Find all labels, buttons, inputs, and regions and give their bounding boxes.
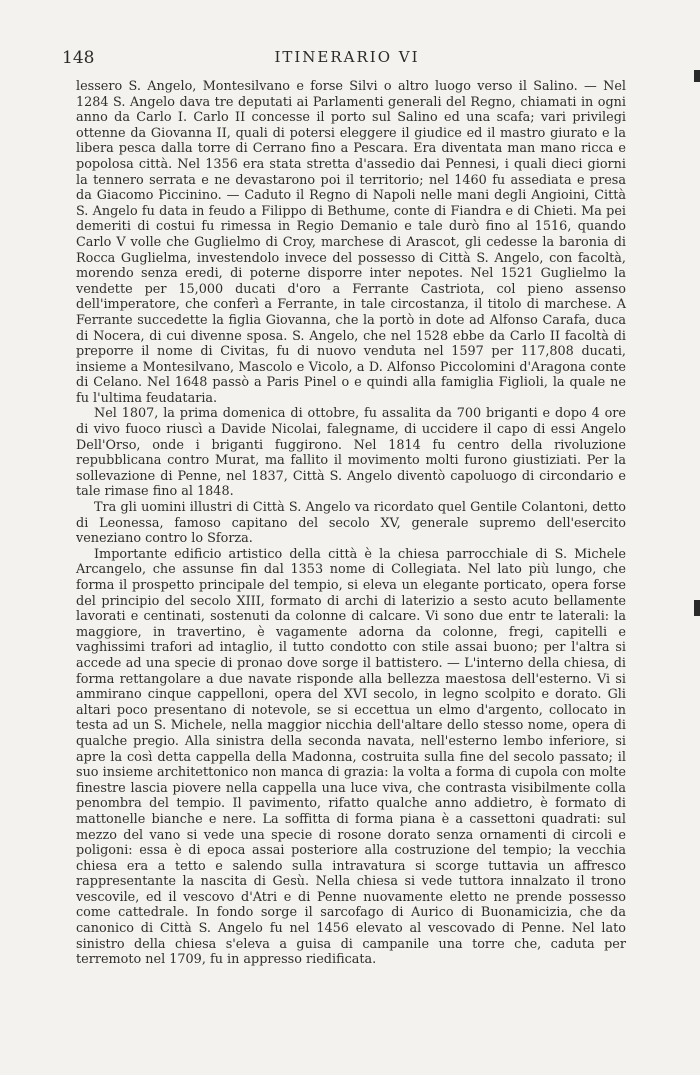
page-number: 148 bbox=[62, 48, 95, 68]
paragraph-brigands: Nel 1807, la prima domenica di ottobre, fu assalita da 700 briganti e dopo 4 ore di vivo fuoco riuscì a Davide Nicolai, falegname, di uccidere il capo di essi Angelo Dell'Orso, onde i briganti fuggirono. Nel 1814 fu centro della rivoluzione repubblicana contro Murat, ma fallito il movimento molti furono giustiziati. Per la sollevazione di Penne, nel 1837, Città S. Angelo diventò capoluogo di circondario e tale rimase fino al 1848. bbox=[76, 406, 626, 500]
page-header bbox=[62, 48, 632, 70]
paragraph-history: lessero S. Angelo, Montesilvano e forse Silvi o altro luogo verso il Salino. — Nel 1284 S. Angelo dava tre deputati ai Parlamenti generali del Regno, chiamati in ogni anno da Carlo I. Carlo II concesse il porto sul Salino ed una scafa; vari privilegi ottenne da Giovanna II, quali di potersi eleggere il giudice ed il mastro giurato e la libera pesca dalla torre di Cerrano fino a Pescara. Era diventata man mano ricca e popolosa città. Nel 1356 era stata stretta d'assedio dai Pennesi, i quali dieci giorni la tennero serrata e ne devastarono poi il territorio; nel 1460 fu assediata e presa da Giacomo Piccinino. — Caduto il Regno di Napoli nelle mani degli Angioini, Città S. Angelo fu data in feudo a Filippo di Bethume, conte di Fiandra e di Chieti. Ma pei demeriti di costui fu rimessa in Regio Demanio e tale durò fino al 1516, quando Carlo V volle che Guglielmo di Croy, marchese di Arascot, gli cedesse la baronia di Rocca Guglielma, investendolo invece del possesso di Città S. Angelo, con facoltà, morendo senza eredi, di poterne disporre inter nepotes. Nel 1521 Guglielmo la vendette per 15,000 ducati d'oro a Ferrante Castriota, col pieno assenso dell'imperatore, che conferì a Ferrante, in tale circostanza, il titolo di marchese. A Ferrante succedette la figlia Giovanna, che la portò in dote ad Alfonso Carafa, duca di Nocera, di cui divenne sposa. S. Angelo, che nel 1528 ebbe da Carlo II facoltà di preporre il nome di Civitas, fu di nuovo venduta nel 1597 per 117,808 ducati, insieme a Montesilvano, Mascolo e Vicolo, a D. Alfonso Piccolomini d'Aragona conte di Celano. Nel 1648 passò a Paris Pinel o e quindi alla famiglia Figlioli, la quale ne fu l'ultima feudataria. bbox=[76, 79, 626, 406]
body-text bbox=[76, 79, 626, 968]
running-title: ITINERARIO VI bbox=[274, 48, 420, 66]
paragraph-church: Importante edificio artistico della città è la chiesa parrocchiale di S. Michele Arcangelo, che assunse fin dal 1353 nome di Collegiata. Nel lato più lungo, che forma il prospetto principale del tempio, si eleva un elegante porticato, opera forse del principio del secolo XIII, formato di archi di laterizio a sesto acuto bellamente lavorati e centinati, sostenuti da colonne di calcare. Vi sono due entr te laterali: la maggiore, in travertino, è vagamente adorna da colonne, fregi, capitelli e vaghissimi trafori ad intaglio, il tutto condotto con stile assai buono; per l'altra si accede ad una specie di pronao dove sorge il battistero. — L'interno della chiesa, di forma rettangolare a due navate risponde alla bellezza maestosa dell'esterno. Vi si ammirano cinque cappelloni, opera del XVI secolo, in legno scolpito e dorato. Gli altari poco presentano di notevole, se si eccettua un elmo d'argento, collocato in testa ad un S. Michele, nella maggior nicchia dell'altare dello stesso nome, opera di qualche pregio. Alla sinistra della seconda navata, nell'esterno lembo inferiore, si apre la così detta cappella della Madonna, costruita sulla fine del secolo passato; il suo insieme architettonico non manca di grazia: la volta a forma di cupola con molte finestre lascia piovere nella cappella una luce viva, che contrasta visibilmente colla penombra del tempio. Il pavimento, rifatto qualche anno addietro, è formato di mattonelle bianche e nere. La soffitta di forma piana è a cassettoni quadrati: sul mezzo del vano si vede una specie di rosone dorato senza ornamenti di circoli e poligoni: essa è di epoca assai posteriore alla costruzione del tempio; la vecchia chiesa era a tetto e salendo sulla intravatura si scorge tuttavia un affresco rappresentante la nascita di Gesù. Nella chiesa si vede tuttora innalzato il trono vescovile, ed il vescovo d'Atri e di Penne nuovamente eletto ne prende possesso come cattedrale. In fondo sorge il sarcofago di Aurico di Buonamicizia, che da canonico di Città S. Angelo fu nel 1456 elevato al vescovado di Penne. Nel lato sinistro della chiesa s'eleva a guisa di campanile una torre che, caduta per terremoto nel 1709, fu in appresso riedificata. bbox=[76, 546, 626, 968]
page-edge-mark bbox=[694, 600, 700, 616]
page-edge-mark bbox=[694, 70, 700, 82]
paragraph-illustrious-men: Tra gli uomini illustri di Città S. Angelo va ricordato quel Gentile Colantoni, detto di Leonessa, famoso capitano del secolo XV, generale supremo dell'esercito veneziano contro lo Sforza. bbox=[76, 500, 626, 547]
